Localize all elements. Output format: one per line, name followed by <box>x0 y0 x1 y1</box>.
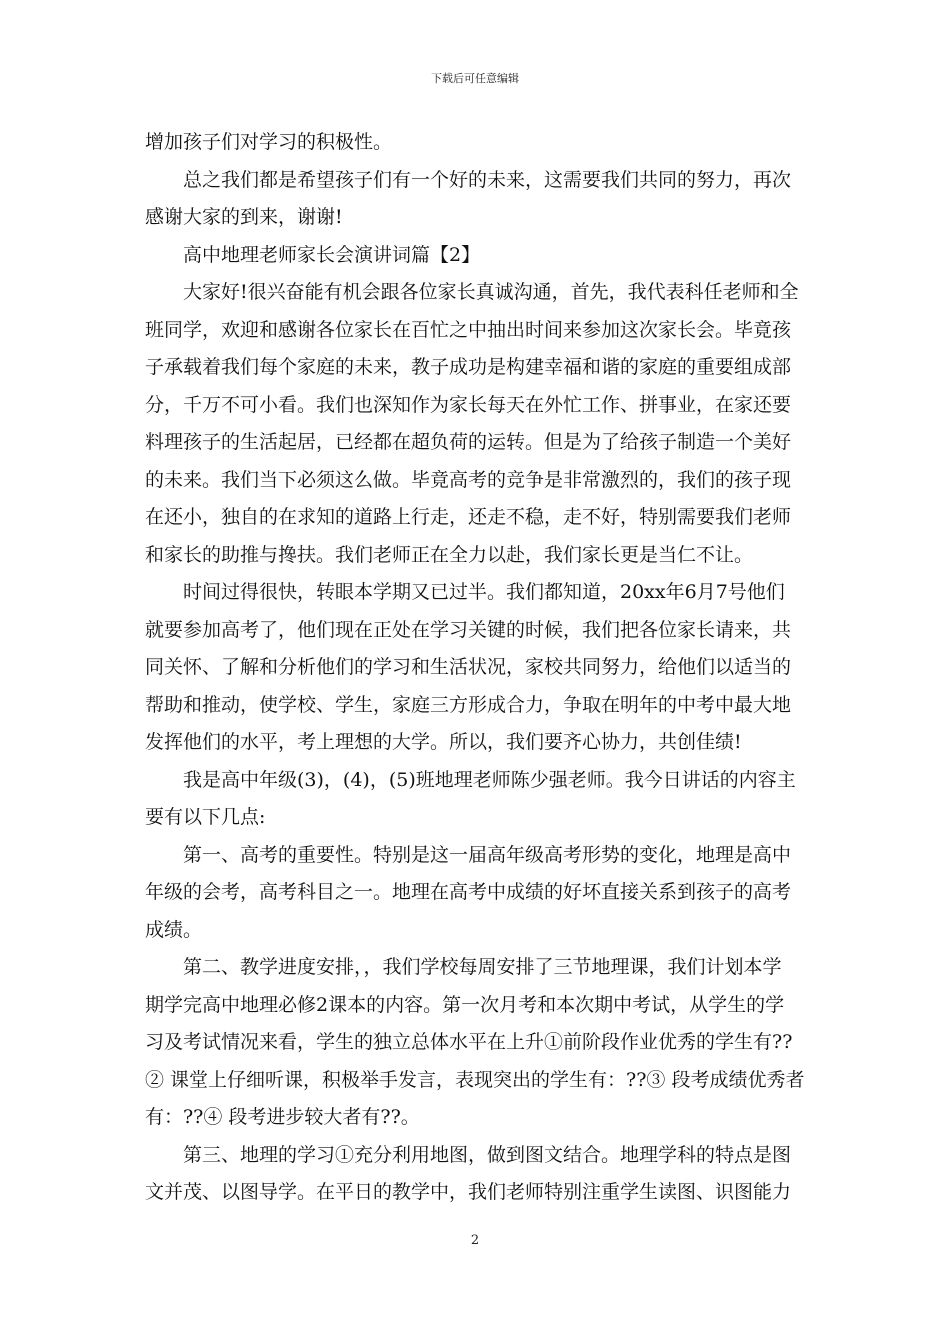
page-number: 2 <box>470 1233 480 1248</box>
page-header: 下载后可任意编辑 <box>431 72 519 85</box>
section-title: 高中地理老师家长会演讲词篇【2】 <box>183 243 481 266</box>
paragraph-line: ② 课堂上仔细听课，积极举手发言，表现突出的学生有：??③ 段考成绩优秀者 <box>145 1068 805 1091</box>
paragraph-line: 发挥他们的水平，考上理想的大学。所以，我们要齐心协力，共创佳绩! <box>145 731 742 753</box>
paragraph-line: 时间过得很快，转眼本学期又已过半。我们都知道，20xx年6月7号他们 <box>183 581 785 603</box>
paragraph-line: 总之我们都是希望孩子们有一个好的未来，这需要我们共同的努力，再次 <box>183 168 792 191</box>
paragraph-line: 要有以下几点: <box>145 806 266 828</box>
paragraph-line: 的未来。我们当下必须这么做。毕竟高考的竞争是非常激烈的，我们的孩子现 <box>145 468 792 491</box>
paragraph-line: 第一、高考的重要性。特别是这一届高年级高考形势的变化，地理是高中 <box>183 843 792 866</box>
paragraph-line: 增加孩子们对学习的积极性。 <box>145 131 393 153</box>
paragraph-line: 文并茂、以图导学。在平日的教学中，我们老师特别注重学生读图、识图能力 <box>145 1181 792 1203</box>
paragraph-line: 就要参加高考了，他们现在正处在学习关键的时候，我们把各位家长请来，共 <box>145 618 792 641</box>
document-body <box>145 124 815 1212</box>
paragraph-line: 帮助和推动，使学校、学生，家庭三方形成合力，争取在明年的中考中最大地 <box>145 693 792 716</box>
paragraph-line: 分，千万不可小看。我们也深知作为家长每天在外忙工作、拼事业，在家还要 <box>145 393 792 416</box>
paragraph-line: 成绩。 <box>145 918 203 941</box>
paragraph-line: 班同学，欢迎和感谢各位家长在百忙之中抽出时间来参加这次家长会。毕竟孩 <box>145 318 792 341</box>
paragraph-line: 和家长的助推与搀扶。我们老师正在全力以赴，我们家长更是当仁不让。 <box>145 543 754 566</box>
paragraph-line: 料理孩子的生活起居，已经都在超负荷的运转。但是为了给孩子制造一个美好 <box>145 431 792 453</box>
paragraph-line: 大家好!很兴奋能有机会跟各位家长真诚沟通，首先，我代表科任老师和全 <box>183 281 799 303</box>
paragraph-line: 子承载着我们每个家庭的未来，教子成功是构建幸福和谐的家庭的重要组成部 <box>145 356 792 378</box>
paragraph-line: 第二、教学进度安排，，我们学校每周安排了三节地理课，我们计划本学 <box>183 956 782 978</box>
paragraph-line: 期学完高中地理必修2课本的内容。第一次月考和本次期中考试，从学生的学 <box>145 993 785 1016</box>
paragraph-line: 同关怀、了解和分析他们的学习和生活状况，家校共同努力，给他们以适当的 <box>145 656 792 678</box>
paragraph-line: 我是高中年级(3)，(4)，(5)班地理老师陈少强老师。我今日讲话的内容主 <box>183 768 796 791</box>
paragraph-line: 有：??④ 段考进步较大者有??。 <box>145 1106 420 1128</box>
paragraph-line: 年级的会考，高考科目之一。地理在高考中成绩的好坏直接关系到孩子的高考 <box>145 881 792 903</box>
paragraph-line: 感谢大家的到来，谢谢! <box>145 206 343 228</box>
paragraph-line: 在还小，独自的在求知的道路上行走，还走不稳，走不好，特别需要我们老师 <box>145 506 792 528</box>
paragraph-line: 第三、地理的学习①充分利用地图，做到图文结合。地理学科的特点是图 <box>183 1143 792 1166</box>
paragraph-line: 习及考试情况来看，学生的独立总体水平在上升①前阶段作业优秀的学生有?? <box>145 1031 793 1053</box>
